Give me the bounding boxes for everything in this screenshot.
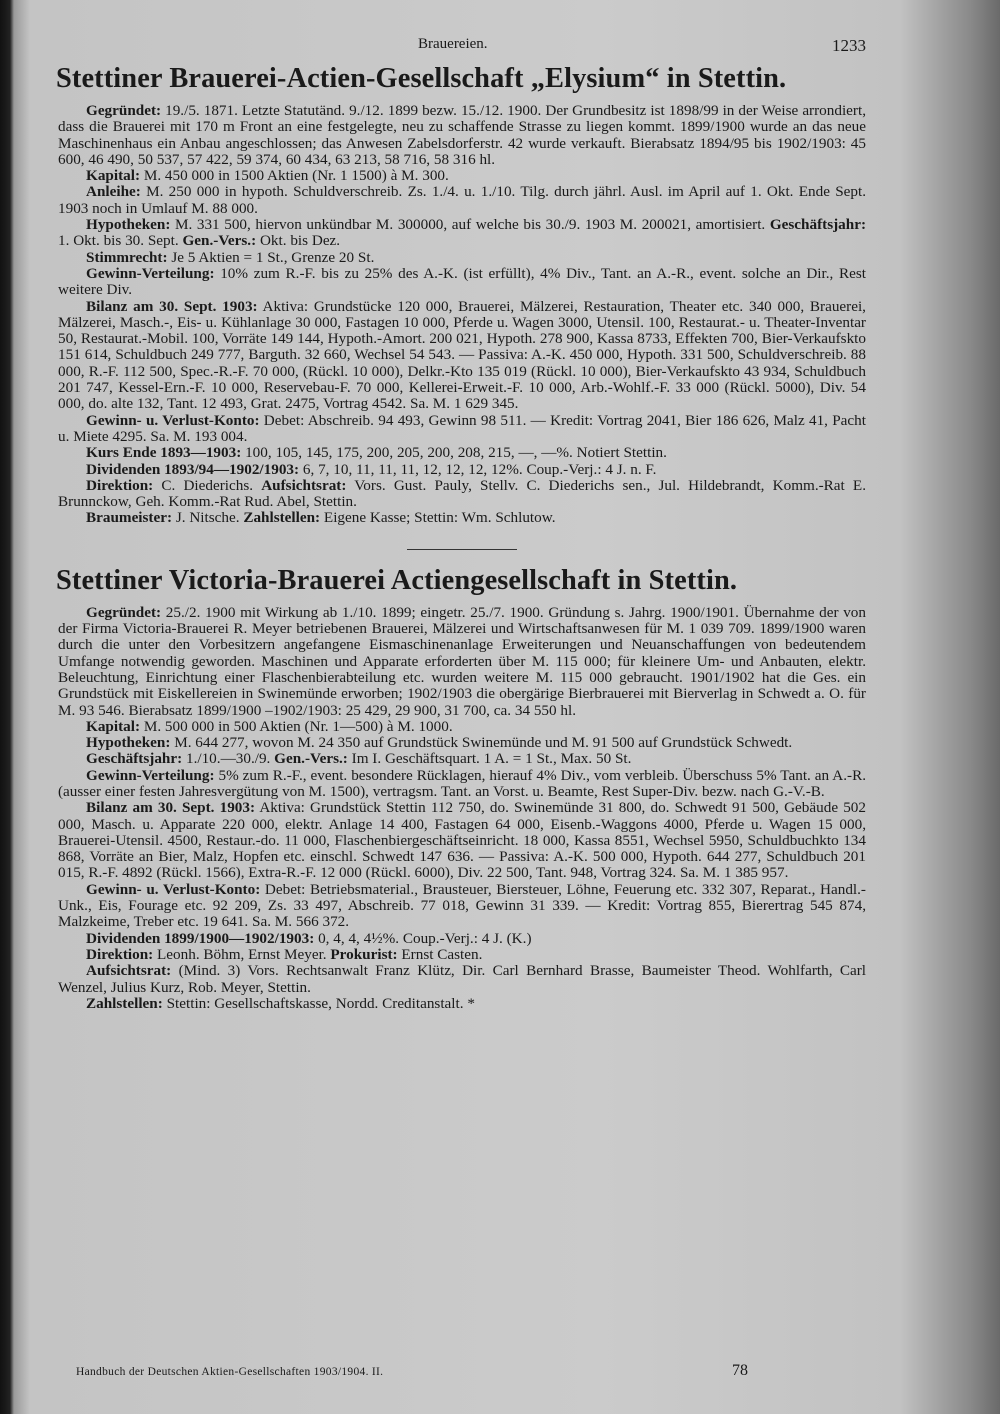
field-label: Geschäftsjahr: xyxy=(769,216,866,234)
field-text: 10% zum R.-F. bis zu 25% des A.-K. (ist erfüllt), 4% Div., Tant. an A.-R., event. solche an Dir., Rest weitere Div. xyxy=(58,264,866,299)
field-label: Gewinn-Verteilung: xyxy=(86,766,215,784)
field-label: Gen.-Vers.: xyxy=(274,750,348,768)
field-text: M. 331 500, hiervon unkündbar M. 300000, auf welche bis 30./9. 1903 M. 200021, amortisiert. xyxy=(170,216,770,234)
field-text: Aktiva: Grundstücke 120 000, Brauerei, Mälzerei, Restauration, Theater etc. 340 000, Brauerei, Mälzerei, Masch.-, Eis- u. Kühlanlage 30 000, Fastagen 10 000, Pferde u. Wagen 3000, Utensil. 100, Restaurat.- u. Theater-Inventar 50, Restaurat.-Mobil. 100, Vorräte 149 144, Hypoth.-Amort. 200 021, Hypoth. 278 900, Kassa 8733, Effekten 700, Bier-Verkaufskto 151 614, Schuldbuch 249 777, Barguth. 32 660, Wechsel 54 543. — Passiva: A.-K. 450 000, Hypoth. 331 500, Schuldverschreib. 88 000, R.-F. 112 500, Spec.-R.-F. 70 000, (Rückl. 10 000), Delkr.-Kto 135 019 (Rückl. 10 000), Bier-Verkaufskto 43 934, Schuldbuch 201 747, Kessel-Ern.-F. 10 000, Reservebau-F. 70 000, Kellerei-Erweit.-F. 10 000, Arb.-Wohlf.-F. 33 000 (Rückl. 5000), Div. 54 000, do. alte 132, Tant. 12 493, Grat. 2475, Vortrag 4542. Sa. M. 1 629 345. xyxy=(58,297,866,413)
entry-paragraph xyxy=(58,996,866,1012)
company-entry-victoria xyxy=(58,564,866,1012)
entry-paragraph xyxy=(58,931,866,947)
field-label: Bilanz am 30. Sept. 1903: xyxy=(86,297,258,315)
company-title: Stettiner Victoria-Brauerei Actiengesellschaft in Stettin. xyxy=(56,563,738,596)
entry-paragraph xyxy=(58,800,866,881)
running-title: Brauereien. xyxy=(418,36,488,52)
entry-paragraph xyxy=(58,751,866,767)
entry-paragraph xyxy=(58,947,866,963)
field-text: (Mind. 3) Vors. Rechtsanwalt Franz Klütz, Dir. Carl Bernhard Brasse, Baumeister Theod. Wohlfarth, Carl Wenzel, Julius Kurz, Rob. Meyer, Stettin. xyxy=(58,962,866,996)
field-text: 0, 4, 4, 4½%. Coup.-Verj.: 4 J. (K.) xyxy=(314,929,532,947)
company-entry-elysium xyxy=(58,62,866,527)
field-text: Debet: Betriebsmaterial., Brausteuer, Biersteuer, Löhne, Feuerung etc. 332 307, Reparat., Handl.-Unk., Eis, Fourage etc. 92 209, Zs. 33 497, Abschreib. 77 018, Gewinn 31 339. — Kredit: Vortrag 855, Bierertrag 545 874, Malzkeime, Treber etc. 19 641. Sa. M. 566 372. xyxy=(58,880,866,931)
field-text: 100, 105, 145, 175, 200, 205, 200, 208, 215, —, —%. Notiert Stettin. xyxy=(241,444,667,462)
field-text: J. Nitsche. xyxy=(172,509,244,527)
field-label: Dividenden 1899/1900—1902/1903: xyxy=(86,929,315,947)
field-label: Kapital: xyxy=(86,167,141,185)
field-text: Vors. Gust. Pauly, Stellv. C. Diederichs sen., Jul. Hildebrandt, Komm.-Rat E. Brunnckow, Geh. Komm.-Rat Rud. Abel, Stettin. xyxy=(58,476,866,511)
field-label: Hypotheken: xyxy=(86,734,171,752)
field-text: 1. Okt. bis 30. Sept. xyxy=(58,232,183,250)
field-text: Eigene Kasse; Stettin: Wm. Schlutow. xyxy=(320,509,556,527)
entry-paragraph xyxy=(58,882,866,931)
entry-paragraph xyxy=(58,217,866,250)
entry-paragraph xyxy=(58,299,866,413)
entry-paragraph xyxy=(58,168,866,184)
document-page xyxy=(58,36,866,1012)
entry-paragraph xyxy=(58,266,866,299)
field-text: Leonh. Böhm, Ernst Meyer. xyxy=(153,945,331,963)
entry-paragraph xyxy=(58,445,866,461)
field-label: Stimmrecht: xyxy=(86,248,168,266)
field-label: Zahlstellen: xyxy=(243,509,321,527)
field-text: 1./10.—30./9. xyxy=(182,750,275,768)
field-label: Direktion: xyxy=(86,476,154,494)
field-label: Dividenden 1893/94—1902/1903: xyxy=(86,460,300,478)
entry-paragraph xyxy=(58,250,866,266)
field-label: Geschäftsjahr: xyxy=(86,750,183,768)
entry-paragraph xyxy=(58,605,866,719)
field-text: Im I. Geschäftsquart. 1 A. = 1 St., Max. 50 St. xyxy=(347,750,632,768)
field-text: Okt. bis Dez. xyxy=(256,232,341,250)
field-text: M. 450 000 in 1500 Aktien (Nr. 1 1500) à M. 300. xyxy=(140,167,449,185)
field-text: 6, 7, 10, 11, 11, 11, 12, 12, 12, 12%. Coup.-Verj.: 4 J. n. F. xyxy=(299,460,657,478)
entry-paragraph xyxy=(58,184,866,217)
field-label: Prokurist: xyxy=(330,945,398,963)
entry-paragraph xyxy=(58,768,866,801)
footer-sheet-number: 78 xyxy=(732,1362,748,1379)
entry-paragraph xyxy=(58,510,866,526)
field-text: Aktiva: Grundstück Stettin 112 750, do. Swinemünde 31 800, do. Schwedt 91 500, Gebäude 502 000, Masch. u. Apparate 220 000, elektr. Anlage 14 400, Fastagen 64 000, Eisenb.-Waggons 4000, Pferde u. Wagen 15 000, Brauerei-Utensil. 4500, Restaur.-do. 11 000, Flaschenbiergeschäftseinricht. 18 000, Kassa 8551, Wechsel 5950, Schuldbuchkto 134 868, Vorräte an Bier, Malz, Hopfen etc. einschl. Schwedt 147 636. — Passiva: A.-K. 500 000, Hypoth. 644 277, Schuldbuch 201 015, R.-F. 4892 (Rückl. 1566), Extra-R.-F. 12 000 (Rückl. 6000), Div. 22 500, Tant. 948, Vortrag 324. Sa. M. 1 385 957. xyxy=(58,799,866,882)
field-label: Aufsichtsrat: xyxy=(261,476,347,494)
field-label: Gewinn- u. Verlust-Konto: xyxy=(86,880,261,898)
field-label: Hypotheken: xyxy=(86,216,171,234)
field-text: M. 500 000 in 500 Aktien (Nr. 1—500) à M. 1000. xyxy=(140,717,453,735)
company-title: Stettiner Brauerei-Actien-Gesellschaft „Elysium“ in Stettin. xyxy=(56,62,787,94)
field-text: M. 644 277, wovon M. 24 350 auf Grundstück Swinemünde und M. 91 500 auf Grundstück Schwedt. xyxy=(170,734,793,752)
field-label: Anleihe: xyxy=(86,183,141,201)
field-label: Gegründet: xyxy=(86,102,162,119)
entry-paragraph xyxy=(58,719,866,735)
field-text: 5% zum R.-F., event. besondere Rücklagen, hierauf 4% Div., vom verbleib. Überschuss 5% Tant. an A.-R. (ausser einer festen Jahresvergütung von M. 1500), vertragsm. Tant. an Vorst. u. Beamte, Rest Super-Div. bezw. nach G.-V.-B. xyxy=(58,766,866,800)
field-label: Kurs Ende 1893—1903: xyxy=(86,444,242,462)
field-label: Kapital: xyxy=(86,717,141,735)
field-label: Gewinn- u. Verlust-Konto: xyxy=(86,411,260,429)
field-label: Gen.-Vers.: xyxy=(182,232,257,250)
field-label: Bilanz am 30. Sept. 1903: xyxy=(86,799,256,817)
field-label: Gegründet: xyxy=(86,603,162,621)
field-label: Zahlstellen: xyxy=(86,994,163,1012)
field-text: 19./5. 1871. Letzte Statutänd. 9./12. 1899 bezw. 15./12. 1900. Der Grundbesitz ist 1898/99 in der Weise arrondiert, dass die Brauerei mit 170 m Front an eine festgelegte, neu zu schaffende Strasse zu liegen kommt. 1899/1900 wurde an das neue Maschinenhaus ein Anbau angeschlossen; das Anwesen Zabelsdorferstr. 42 wurde verkauft. Bierabsatz 1894/95 bis 1902/1903: 45 600, 46 490, 50 537, 57 422, 59 374, 60 434, 63 213, 58 716, 58 316 hl. xyxy=(58,102,866,168)
footer-source: Handbuch der Deutschen Aktien-Gesellschaften 1903/1904. II. xyxy=(76,1366,384,1378)
page-header xyxy=(58,36,866,62)
field-label: Direktion: xyxy=(86,945,154,963)
field-text: M. 250 000 in hypoth. Schuldverschreib. Zs. 1./4. u. 1./10. Tilg. durch jährl. Ausl. im April auf 1. Okt. Ende Sept. 1903 noch in Umlauf M. 88 000. xyxy=(58,183,866,217)
field-text: Debet: Abschreib. 94 493, Gewinn 98 511. — Kredit: Vortrag 2041, Bier 186 626, Malz 41, Pacht u. Miete 4295. Sa. M. 193 004. xyxy=(58,411,866,445)
field-label: Aufsichtsrat: xyxy=(86,962,172,980)
field-text: C. Diederichs. xyxy=(153,476,262,494)
page-number: 1233 xyxy=(832,36,866,55)
entry-paragraph xyxy=(58,103,866,168)
entry-paragraph xyxy=(58,478,866,511)
field-text: 25./2. 1900 mit Wirkung ab 1./10. 1899; eingetr. 25./7. 1900. Gründung s. Jahrg. 1900/1901. Übernahme der von der Firma Victoria-Brauerei R. Meyer betriebenen Brauerei, Mälzerei und Wirtschaftsanwesen für M. 1 039 709. 1899/1900 waren durch die unter den Vorbesitzern angefangene Eismaschinenanlage Erweiterungen und Neuanschaffungen von bedeutendem Umfange notwendig geworden. Maschinen und Apparate erforderten über M. 115 000; für kleinere Um- und Anbauten, elektr. Beleuchtung, Einrichtung einer Flaschenbierabteilung etc. wurden weitere M. 115 000 gebraucht. 1901/1902 hat die Ges. ein Grundstück mit Eiskellereien in Swinemünde erworben; 1902/1903 die obergärige Bierbrauerei mit Bierverlag in Schwedt a. O. für M. 93 546. Bierabsatz 1899/1900 –1902/1903: 25 429, 29 900, 31 700, ca. 34 550 hl. xyxy=(58,603,866,719)
entry-paragraph xyxy=(58,735,866,751)
section-divider xyxy=(407,549,517,550)
entry-paragraph xyxy=(58,963,866,996)
field-text: Ernst Casten. xyxy=(397,945,483,963)
field-text: Je 5 Aktien = 1 St., Grenze 20 St. xyxy=(167,248,375,266)
entry-paragraph xyxy=(58,462,866,478)
field-label: Braumeister: xyxy=(86,509,173,527)
field-label: Gewinn-Verteilung: xyxy=(86,264,215,282)
entry-paragraph xyxy=(58,413,866,446)
field-text: Stettin: Gesellschaftskasse, Nordd. Creditanstalt. * xyxy=(162,994,475,1012)
